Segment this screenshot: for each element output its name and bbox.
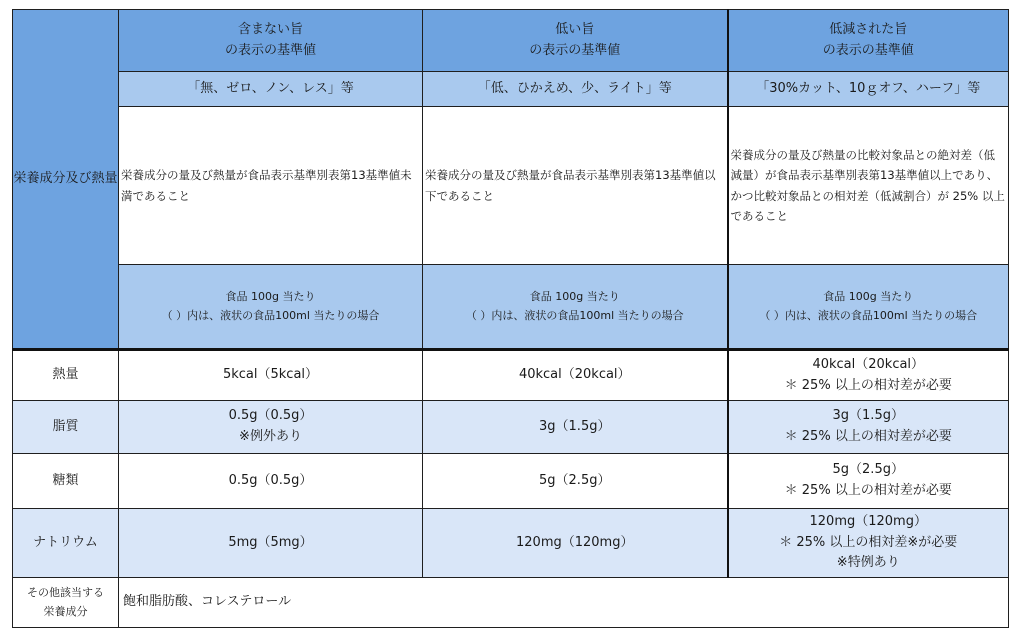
value-none: 0.5g（0.5g） ※例外あり bbox=[119, 401, 423, 454]
other-label: その他該当する 栄養成分 bbox=[13, 578, 119, 628]
value-low: 3g（1.5g） bbox=[423, 401, 728, 454]
value-none: 0.5g（0.5g） bbox=[119, 454, 423, 509]
row-label: ナトリウム bbox=[13, 509, 119, 578]
value-low: 120mg（120mg） bbox=[423, 509, 728, 578]
unit-note-reduced: 食品 100g 当たり （ ）内は、液状の食品100ml 当たりの場合 bbox=[728, 265, 1009, 350]
row-label: 糖類 bbox=[13, 454, 119, 509]
value-reduced: 120mg（120mg） ＊ 25% 以上の相対差※が必要 ※特例あり bbox=[728, 509, 1009, 578]
table-row bbox=[13, 350, 1009, 401]
value-reduced: 5g（2.5g） ＊ 25% 以上の相対差が必要 bbox=[728, 454, 1009, 509]
value-reduced: 40kcal（20kcal） ＊ 25% 以上の相対差が必要 bbox=[728, 350, 1009, 401]
description-low: 栄養成分の量及び熱量が食品表示基準別表第13基準値以下であること bbox=[423, 107, 728, 265]
col-header-low: 低い旨 の表示の基準値 bbox=[423, 10, 728, 72]
value-reduced: 3g（1.5g） ＊ 25% 以上の相対差が必要 bbox=[728, 401, 1009, 454]
value-none: 5mg（5mg） bbox=[119, 509, 423, 578]
value-low: 40kcal（20kcal） bbox=[423, 350, 728, 401]
table-row-other bbox=[13, 578, 1009, 628]
examples-none: 「無、ゼロ、ノン、レス」等 bbox=[119, 72, 423, 107]
unit-note-none: 食品 100g 当たり （ ）内は、液状の食品100ml 当たりの場合 bbox=[119, 265, 423, 350]
examples-low: 「低、ひかえめ、少、ライト」等 bbox=[423, 72, 728, 107]
row-label: 熱量 bbox=[13, 350, 119, 401]
description-none: 栄養成分の量及び熱量が食品表示基準別表第13基準値未満であること bbox=[119, 107, 423, 265]
row-label: 脂質 bbox=[13, 401, 119, 454]
examples-reduced: 「30%カット、10ｇオフ、ハーフ」等 bbox=[728, 72, 1009, 107]
value-low: 5g（2.5g） bbox=[423, 454, 728, 509]
other-value: 飽和脂肪酸、コレステロール bbox=[119, 578, 1009, 628]
col-header-reduced: 低減された旨 の表示の基準値 bbox=[728, 10, 1009, 72]
row-header-nutrients: 栄養成分及び熱量 bbox=[13, 10, 119, 350]
unit-note-low: 食品 100g 当たり （ ）内は、液状の食品100ml 当たりの場合 bbox=[423, 265, 728, 350]
col-header-none: 含まない旨 の表示の基準値 bbox=[119, 10, 423, 72]
nutrition-claims-table bbox=[12, 9, 1009, 628]
table-row bbox=[13, 509, 1009, 578]
value-none: 5kcal（5kcal） bbox=[119, 350, 423, 401]
table-row bbox=[13, 454, 1009, 509]
table-row bbox=[13, 401, 1009, 454]
description-reduced: 栄養成分の量及び熱量の比較対象品との絶対差（低減量）が食品表示基準別表第13基準値以上であり、かつ比較対象品との相対差（低減割合）が 25% 以上であること bbox=[728, 107, 1009, 265]
